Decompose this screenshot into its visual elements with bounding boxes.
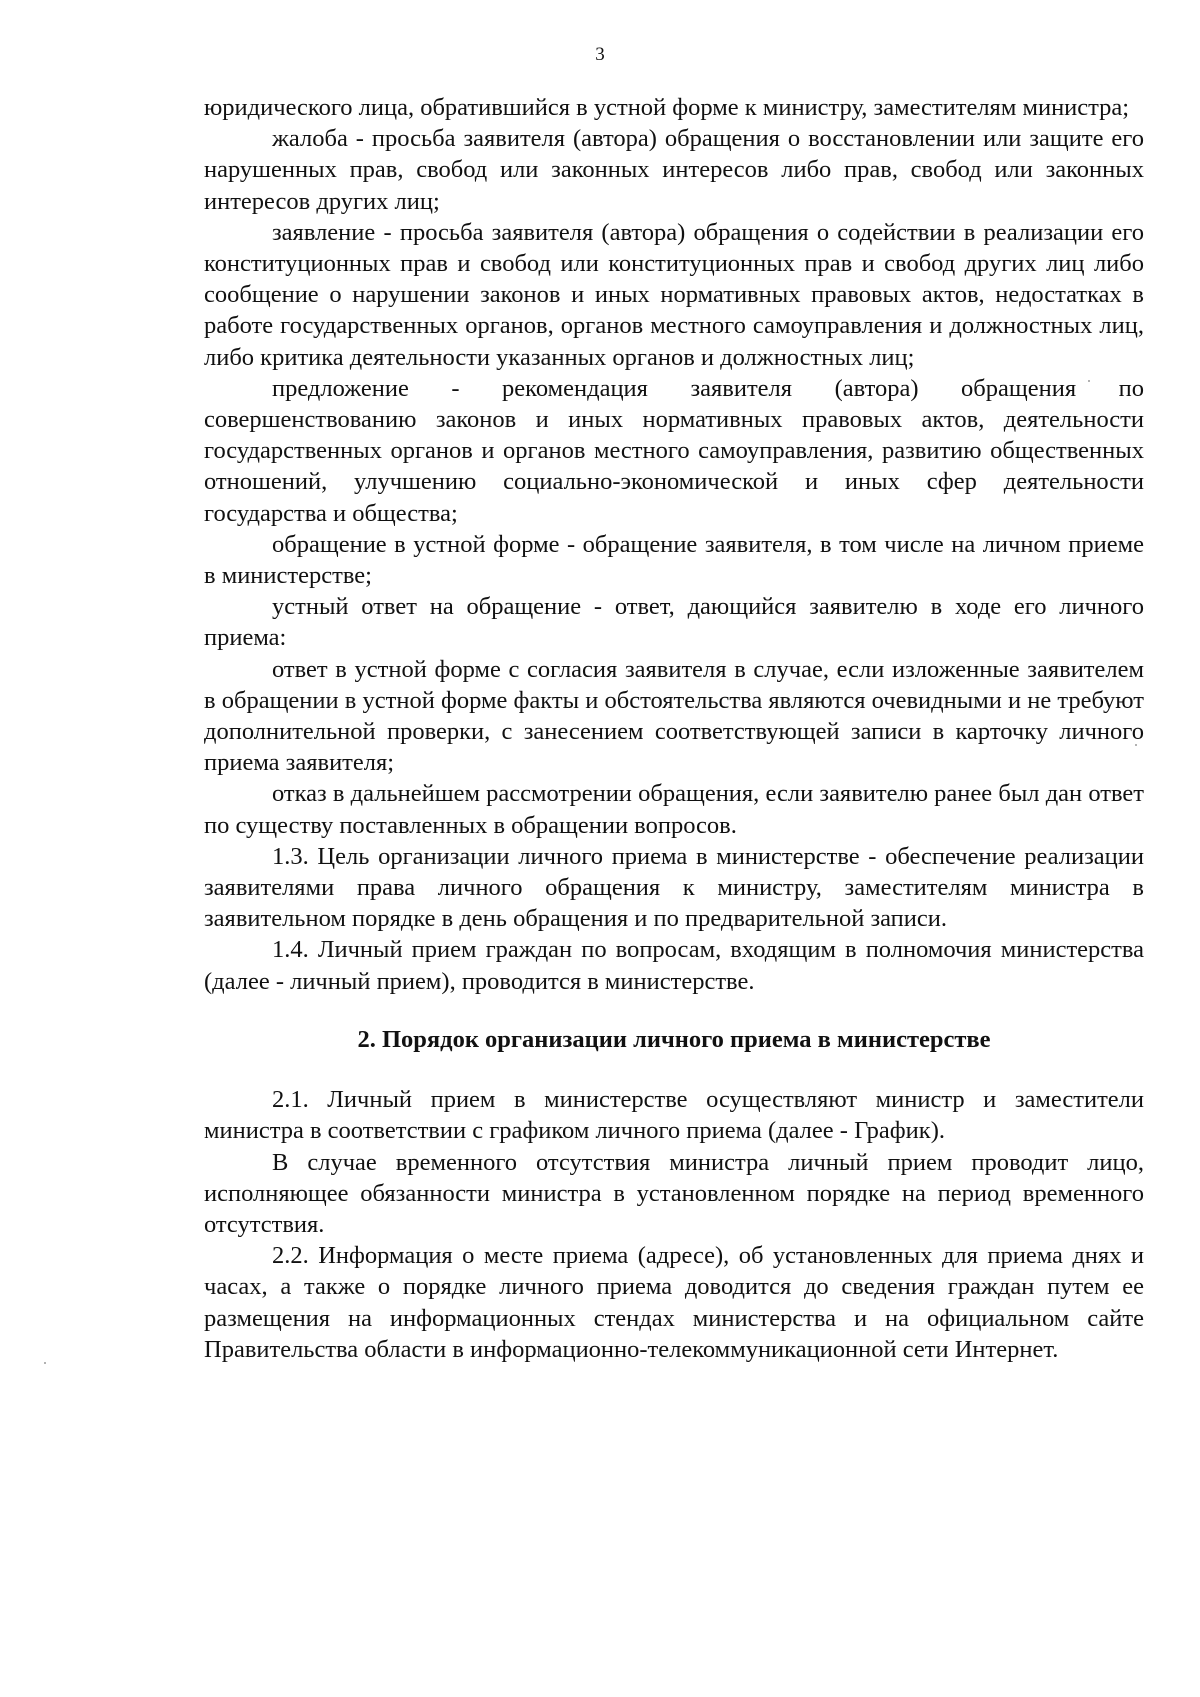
body-paragraph: устный ответ на обращение - ответ, дающийся заявителю в ходе его личного приема: xyxy=(204,593,1144,652)
body-paragraph: обращение в устной форме - обращение заявителя, в том числе на личном приеме в министерстве; xyxy=(204,530,1144,590)
body-paragraph: 1.4. Личный прием граждан по вопросам, входящим в полномочия министерства (далее - личный прием), проводится в министерстве. xyxy=(204,936,1144,995)
body-paragraph: 2.1. Личный прием в министерстве осуществляют министр и заместители министра в соответствии с графиком личного приема (далее - График). xyxy=(204,1086,1144,1145)
body-paragraph: В случае временного отсутствия министра личный прием проводит лицо, исполняющее обязанности министра в установленном порядке на период временного отсутствия. xyxy=(204,1148,1144,1238)
paragraphs-before-heading xyxy=(204,92,1144,997)
body-paragraph: 1.3. Цель организации личного приема в министерстве - обеспечение реализации заявителями права личного обращения к министру, заместителям министра в заявительном порядке в день обращения и по предварительной записи. xyxy=(204,842,1144,933)
document-body xyxy=(204,92,1144,1365)
body-paragraph: заявление - просьба заявителя (автора) обращения о содействии в реализации его конституционных прав и свобод или конституционных прав и свобод других лиц либо сообщение о нарушении законов и иных нормативных правовых актов, недостатках в работе государственных органов, органов местного самоуправления и должностных лиц, либо критика деятельности указанных органов и должностных лиц; xyxy=(204,218,1144,371)
page-number: 3 xyxy=(595,44,605,65)
body-paragraph: юридического лица, обратившийся в устной форме к министру, заместителям министра; xyxy=(204,94,1130,121)
section-heading: 2. Порядок организации личного приема в министерстве xyxy=(357,1025,991,1053)
paragraphs-after-heading xyxy=(204,1084,1144,1365)
scan-speck xyxy=(44,1362,46,1364)
body-paragraph: жалоба - просьба заявителя (автора) обращения о восстановлении или защите его нарушенных прав, свобод или законных интересов либо прав, свобод или законных интересов других лиц; xyxy=(204,125,1144,215)
body-paragraph: предложение - рекомендация заявителя (автора) обращения по совершенствованию законов и иных нормативных правовых актов, деятельности государственных органов и органов местного самоуправления, развитию общественных отношений, улучшению социально-экономической и иных сфер деятельности государства и общества; xyxy=(204,374,1144,527)
body-paragraph: отказ в дальнейшем рассмотрении обращения, если заявителю ранее был дан ответ по существу поставленных в обращении вопросов. xyxy=(204,780,1144,839)
body-paragraph: ответ в устной форме с согласия заявителя в случае, если изложенные заявителем в обращении в устной форме факты и обстоятельства являются очевидными и не требуют дополнительной проверки, с занесением соответствующей записи в карточку личного приема заявителя; xyxy=(204,655,1144,777)
body-paragraph: 2.2. Информация о месте приема (адресе), об установленных для приема днях и часах, а также о порядке личного приема доводится до сведения граждан путем ее размещения на информационных стендах министерства и на официальном сайте Правительства области в информационно-телекоммуникационной сети Интернет. xyxy=(204,1242,1144,1363)
